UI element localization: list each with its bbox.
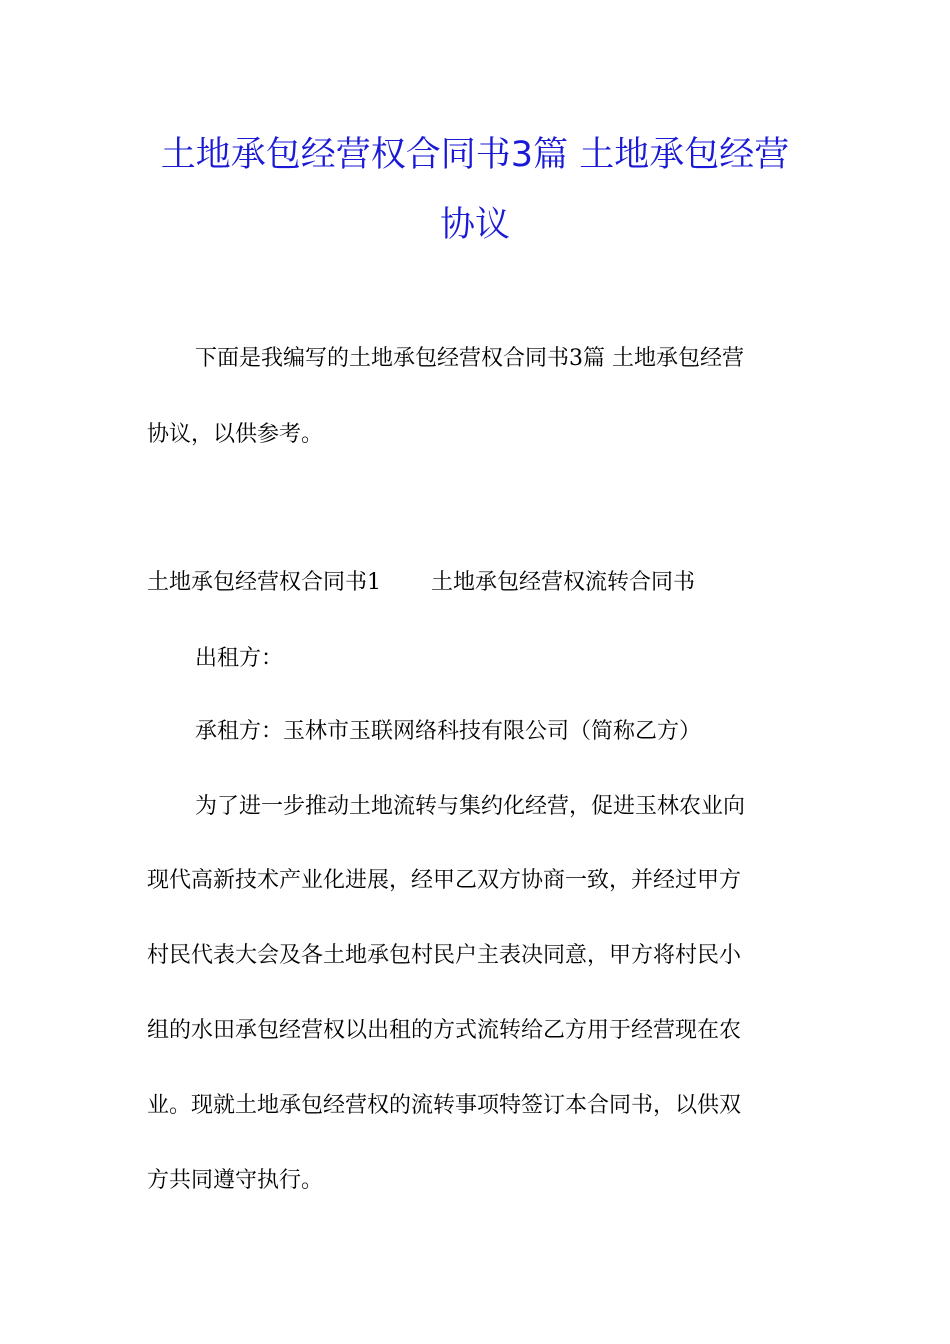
section-heading-row [147,568,695,598]
document-title-line-2: 协议 [439,205,510,245]
intro-line-1: 下面是我编写的土地承包经营权合同书3篇 土地承包经营 [195,346,744,371]
document-title-line-1: 土地承包经营权合同书3篇 土地承包经营 [160,135,790,175]
lessee-line: 承租方：玉林市玉联网络科技有限公司（简称乙方） [195,719,702,744]
body-line-6: 方共同遵守执行。 [147,1168,324,1193]
section-heading: 土地承包经营权合同书1 [147,570,381,595]
section-subheading: 土地承包经营权流转合同书 [431,570,696,595]
lessor-label: 出租方： [195,646,284,671]
body-line-1: 为了进一步推动土地流转与集约化经营，促进玉林农业向 [195,794,746,819]
body-line-3: 村民代表大会及各土地承包村民户主表决同意，甲方将村民小 [147,943,742,968]
body-line-2: 现代高新技术产业化进展，经甲乙双方协商一致，并经过甲方 [147,868,742,893]
body-line-5: 业。现就土地承包经营权的流转事项特签订本合同书，以供双 [147,1093,742,1118]
body-line-4: 组的水田承包经营权以出租的方式流转给乙方用于经营现在农 [147,1018,742,1043]
intro-line-2: 协议，以供参考。 [147,422,324,447]
